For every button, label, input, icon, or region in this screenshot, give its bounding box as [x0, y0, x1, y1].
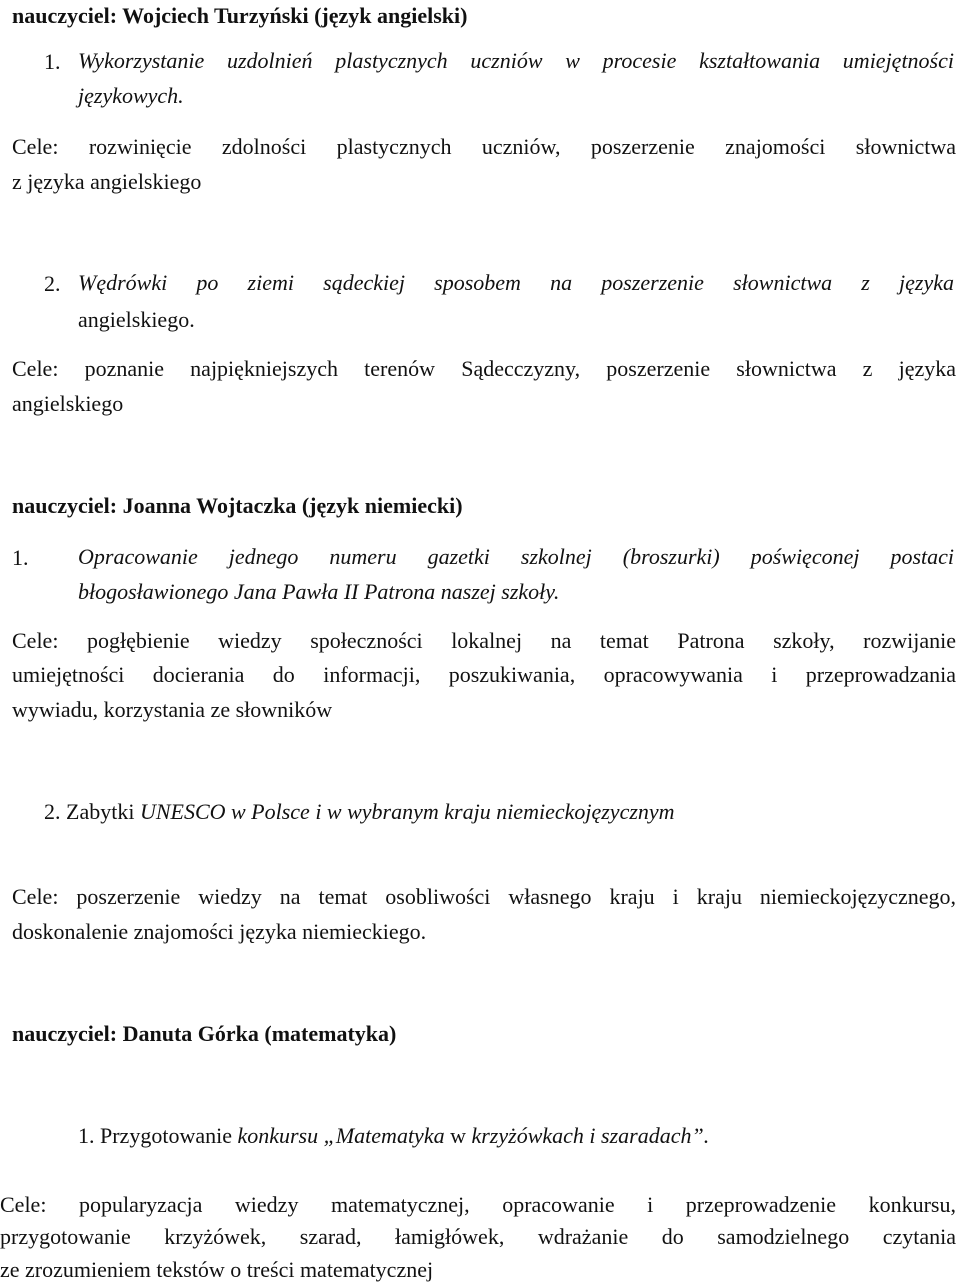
item-title-text-italic: konkursu „Matematyka	[237, 1123, 445, 1148]
list-number: 1.	[12, 545, 29, 570]
teacher-heading: nauczyciel: Danuta Górka (matematyka)	[12, 1021, 397, 1046]
item-goals-continued: umiejętności docierania do informacji, poszukiwania, opracowywania i przeprowadzania	[12, 662, 956, 687]
teacher-heading: nauczyciel: Wojciech Turzyński (język angielski)	[12, 3, 468, 28]
item-title: Opracowanie jednego numeru gazetki szkolnej (broszurki) poświęconej postaci	[78, 544, 954, 569]
item-title: Wędrówki po ziemi sądeckiej sposobem na poszerzenie słownictwa z języka	[78, 270, 954, 295]
list-number: 1.	[44, 49, 61, 74]
item-goals: Cele: poznanie najpiękniejszych terenów Sądecczyzny, poszerzenie słownictwa z języka	[12, 356, 956, 381]
item-goals: Cele: rozwinięcie zdolności plastycznych uczniów, poszerzenie znajomości słownictwa	[12, 134, 956, 159]
item-title	[44, 798, 675, 826]
item-title: Wykorzystanie uzdolnień plastycznych uczniów w procesie kształtowania umiejętności	[78, 48, 954, 73]
item-goals-continued: wywiadu, korzystania ze słowników	[12, 697, 333, 722]
item-title-text: w	[450, 1123, 466, 1148]
item-title-continued: językowych.	[78, 83, 184, 108]
item-title-continued: angielskiego.	[78, 307, 195, 332]
item-title-text: Zabytki	[66, 799, 135, 824]
item-goals-continued: angielskiego	[12, 391, 124, 416]
item-goals: Cele: popularyzacja wiedzy matematycznej, opracowanie i przeprowadzenie konkursu,	[0, 1192, 956, 1217]
list-number: 2.	[44, 799, 61, 824]
item-goals-continued: przygotowanie krzyżówek, szarad, łamigłówek, wdrażanie do samodzielnego czytania	[0, 1224, 956, 1249]
list-number: 1.	[78, 1123, 95, 1148]
item-goals: Cele: poszerzenie wiedzy na temat osobliwości własnego kraju i kraju niemieckojęzycznego,	[12, 884, 956, 909]
teacher-heading: nauczyciel: Joanna Wojtaczka (język niemiecki)	[12, 493, 463, 518]
item-title	[78, 1122, 709, 1150]
item-title-text-italic: UNESCO w Polsce i w wybranym kraju niemieckojęzycznym	[139, 799, 675, 824]
item-title-text-italic: krzyżówkach i szaradach”.	[471, 1123, 710, 1148]
item-goals: Cele: pogłębienie wiedzy społeczności lokalnej na temat Patrona szkoły, rozwijanie	[12, 628, 956, 653]
item-title-text: Przygotowanie	[100, 1123, 232, 1148]
item-goals-continued: z języka angielskiego	[12, 169, 202, 194]
item-title-continued: błogosławionego Jana Pawła II Patrona naszej szkoły.	[78, 579, 560, 604]
list-number: 2.	[44, 271, 61, 296]
item-goals-continued: doskonalenie znajomości języka niemieckiego.	[12, 919, 427, 944]
item-goals-continued: ze zrozumieniem tekstów o treści matematycznej	[0, 1257, 434, 1282]
